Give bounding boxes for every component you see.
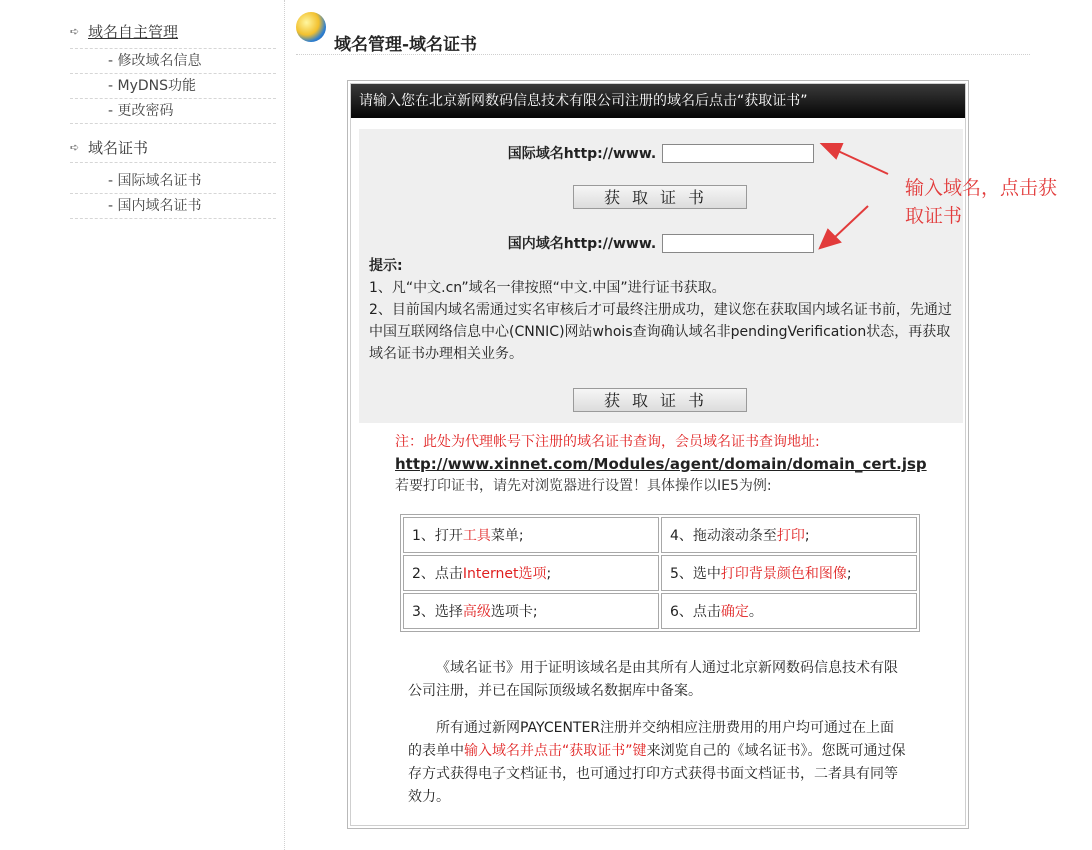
tip-2: 2、目前国内域名需通过实名审核后才可最终注册成功，建议您在获取国内域名证书前，先通过中国互联网络信息中心(CNNIC)网站whois查询确认域名非pendingVerification状态，再获取域名证书办理相关业务。: [369, 302, 952, 362]
print-instructions: 若要打印证书，请先对浏览器进行设置！具体操作以IE5为例:: [395, 478, 772, 494]
annotation-text: 输入域名，点击获取证书: [905, 177, 1058, 227]
tips-title: 提示:: [369, 258, 403, 274]
agent-note: [395, 431, 935, 497]
sidebar-group-label[interactable]: 域名证书: [88, 138, 149, 157]
instruction-banner: 请输入您在北京新网数码信息技术有限公司注册的域名后点击“获取证书”: [351, 84, 965, 118]
sidebar-item-change-password[interactable]: - 更改密码: [70, 99, 276, 124]
step-1: 1、打开工具菜单;: [403, 517, 659, 553]
cn-domain-input[interactable]: [662, 234, 814, 253]
print-steps-table: [400, 514, 920, 632]
sidebar: [70, 14, 276, 219]
sidebar-group-domain-cert[interactable]: [70, 132, 276, 163]
intl-domain-input[interactable]: [662, 144, 814, 163]
sidebar-item-mydns[interactable]: - MyDNS功能: [70, 74, 276, 99]
get-cert-button-bottom[interactable]: 获取证书: [573, 388, 747, 412]
sidebar-divider: [284, 0, 285, 850]
step-3: 3、选择高级选项卡;: [403, 593, 659, 629]
step-6: 6、点击确定。: [661, 593, 917, 629]
member-cert-link[interactable]: http://www.xinnet.com/Modules/agent/domain/domain_cert.jsp: [395, 455, 927, 473]
cn-domain-row: [359, 233, 963, 253]
cert-form: [359, 129, 963, 423]
sidebar-item-modify-info[interactable]: - 修改域名信息: [70, 49, 276, 74]
intl-domain-label: 国际域名http://www.: [507, 146, 657, 162]
step-2: 2、点击Internet选项;: [403, 555, 659, 591]
globe-icon: [296, 12, 326, 42]
sidebar-item-intl-cert[interactable]: - 国际域名证书: [70, 169, 276, 194]
arrow-right-icon: ➪: [70, 140, 80, 154]
agent-note-text: 注：此处为代理帐号下注册的域名证书查询，会员域名证书查询地址:: [395, 434, 820, 450]
page-title: 域名管理-域名证书: [334, 35, 478, 55]
sidebar-group-label[interactable]: 域名自主管理: [88, 22, 179, 41]
step-4: 4、拖动滚动条至打印;: [661, 517, 917, 553]
step-5: 5、选中打印背景颜色和图像;: [661, 555, 917, 591]
cn-domain-label: 国内域名http://www.: [507, 236, 657, 252]
get-cert-button-top[interactable]: 获取证书: [573, 185, 747, 209]
cert-usage: 所有通过新网PAYCENTER注册并交纳相应注册费用的用户均可通过在上面的表单中输入域名并点击“获取证书”键来浏览自己的《域名证书》。您既可通过保存方式获得电子文档证书，也可通过打印方式获得书面文档证书，二者具有同等效力。: [408, 720, 906, 805]
arrow-right-icon: ➪: [70, 24, 80, 38]
page-header: [296, 10, 1030, 55]
tip-1: 1、凡“中文.cn”域名一律按照“中文.中国”进行证书获取。: [369, 280, 726, 296]
tips: [369, 255, 955, 365]
cert-panel: [347, 80, 969, 829]
cert-description: 《域名证书》用于证明该域名是由其所有人通过北京新网数码信息技术有限公司注册，并已在国际顶级域名数据库中备案。: [408, 660, 898, 699]
sidebar-item-cn-cert[interactable]: - 国内域名证书: [70, 194, 276, 219]
intl-domain-row: [359, 143, 963, 163]
sidebar-group-domain-manage[interactable]: [70, 14, 276, 49]
